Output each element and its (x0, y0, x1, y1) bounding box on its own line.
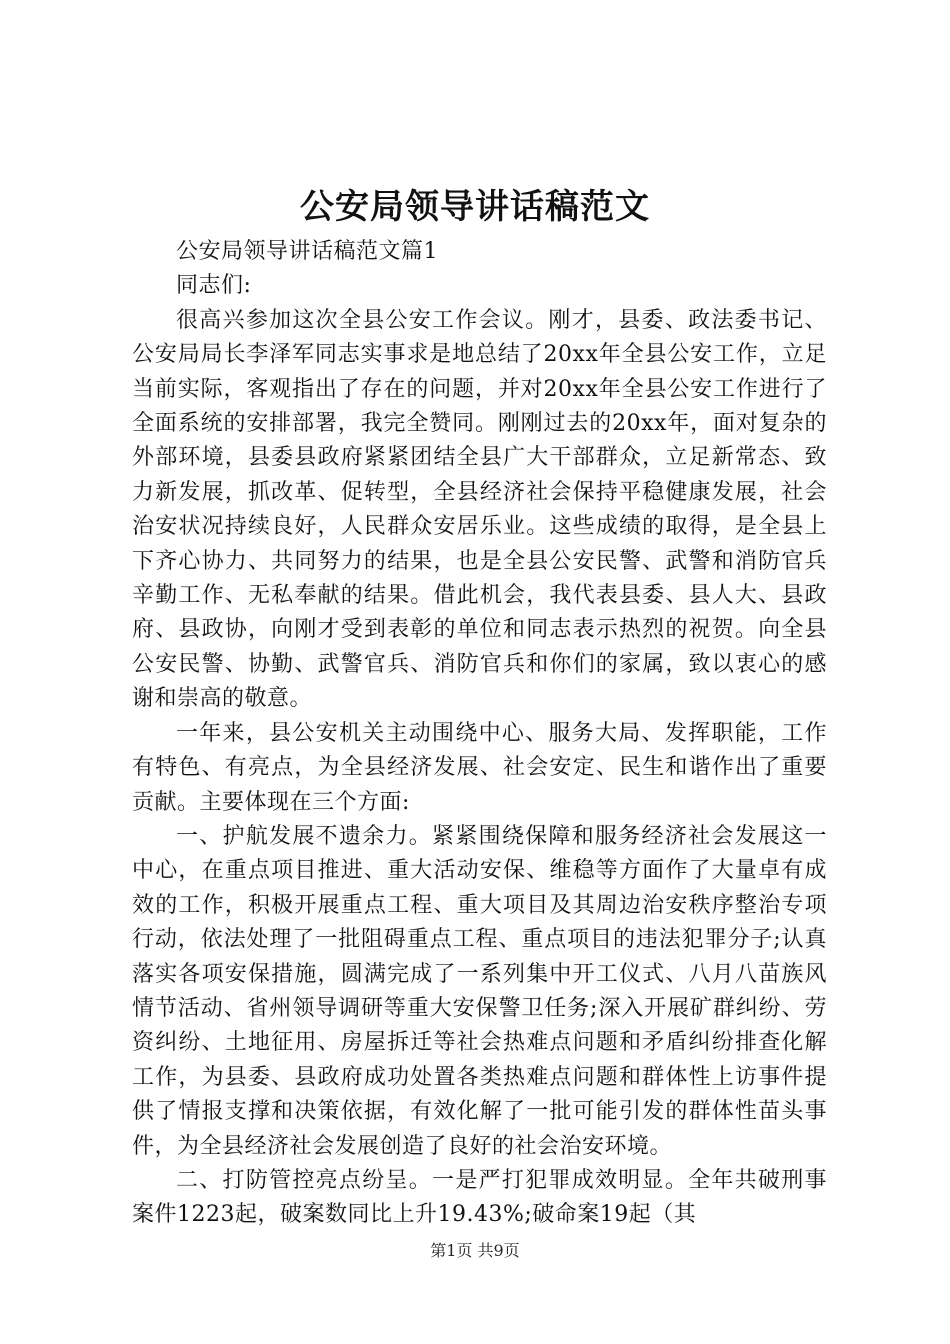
page-footer: 第1页 共9页 (430, 1241, 520, 1260)
document-body (132, 235, 827, 1233)
paragraph: 很高兴参加这次全县公安工作会议。刚才，县委、政法委书记、公安局局长李泽军同志实事求是地总结了20xx年全县公安工作，立足当前实际，客观指出了存在的问题，并对20xx年全县公安工作进行了全面系统的安排部署，我完全赞同。刚刚过去的20xx年，面对复杂的外部环境，县委县政府紧紧团结全县广大干部群众，立足新常态、致力新发展，抓改革、促转型，全县经济社会保持平稳健康发展，社会治安状况持续良好，人民群众安居乐业。这些成绩的取得，是全县上下齐心协力、共同努力的结果，也是全县公安民警、武警和消防官兵辛勤工作、无私奉献的结果。借此机会，我代表县委、县人大、县政府、县政协，向刚才受到表彰的单位和同志表示热烈的祝贺。向全县公安民警、协勤、武警官兵、消防官兵和你们的家属，致以衷心的感谢和崇高的敬意。 (132, 307, 827, 712)
paragraph: 二、打防管控亮点纷呈。一是严打犯罪成效明显。全年共破刑事案件1223起，破案数同比上升19.43%;破命案19起（其 (132, 1167, 827, 1228)
salutation: 同志们: (176, 273, 252, 299)
section-subtitle: 公安局领导讲话稿范文篇1 (176, 239, 438, 264)
document-title: 公安局领导讲话稿范文 (300, 187, 650, 227)
paragraph: 一年来，县公安机关主动围绕中心、服务大局、发挥职能，工作有特色、有亮点，为全县经济发展、社会安定、民生和谐作出了重要贡献。主要体现在三个方面: (132, 720, 827, 815)
paragraph: 一、护航发展不遗余力。紧紧围绕保障和服务经济社会发展这一中心，在重点项目推进、重大活动安保、维稳等方面作了大量卓有成效的工作，积极开展重点工程、重大项目及其周边治安秩序整治专项行动，依法处理了一批阻碍重点工程、重点项目的违法犯罪分子;认真落实各项安保措施，圆满完成了一系列集中开工仪式、八月八苗族风情节活动、省州领导调研等重大安保警卫任务;深入开展矿群纠纷、劳资纠纷、土地征用、房屋拆迁等社会热难点问题和矛盾纠纷排查化解工作，为县委、县政府成功处置各类热难点问题和群体性上访事件提供了情报支撑和决策依据，有效化解了一批可能引发的群体性苗头事件，为全县经济社会发展创造了良好的社会治安环境。 (132, 823, 827, 1159)
